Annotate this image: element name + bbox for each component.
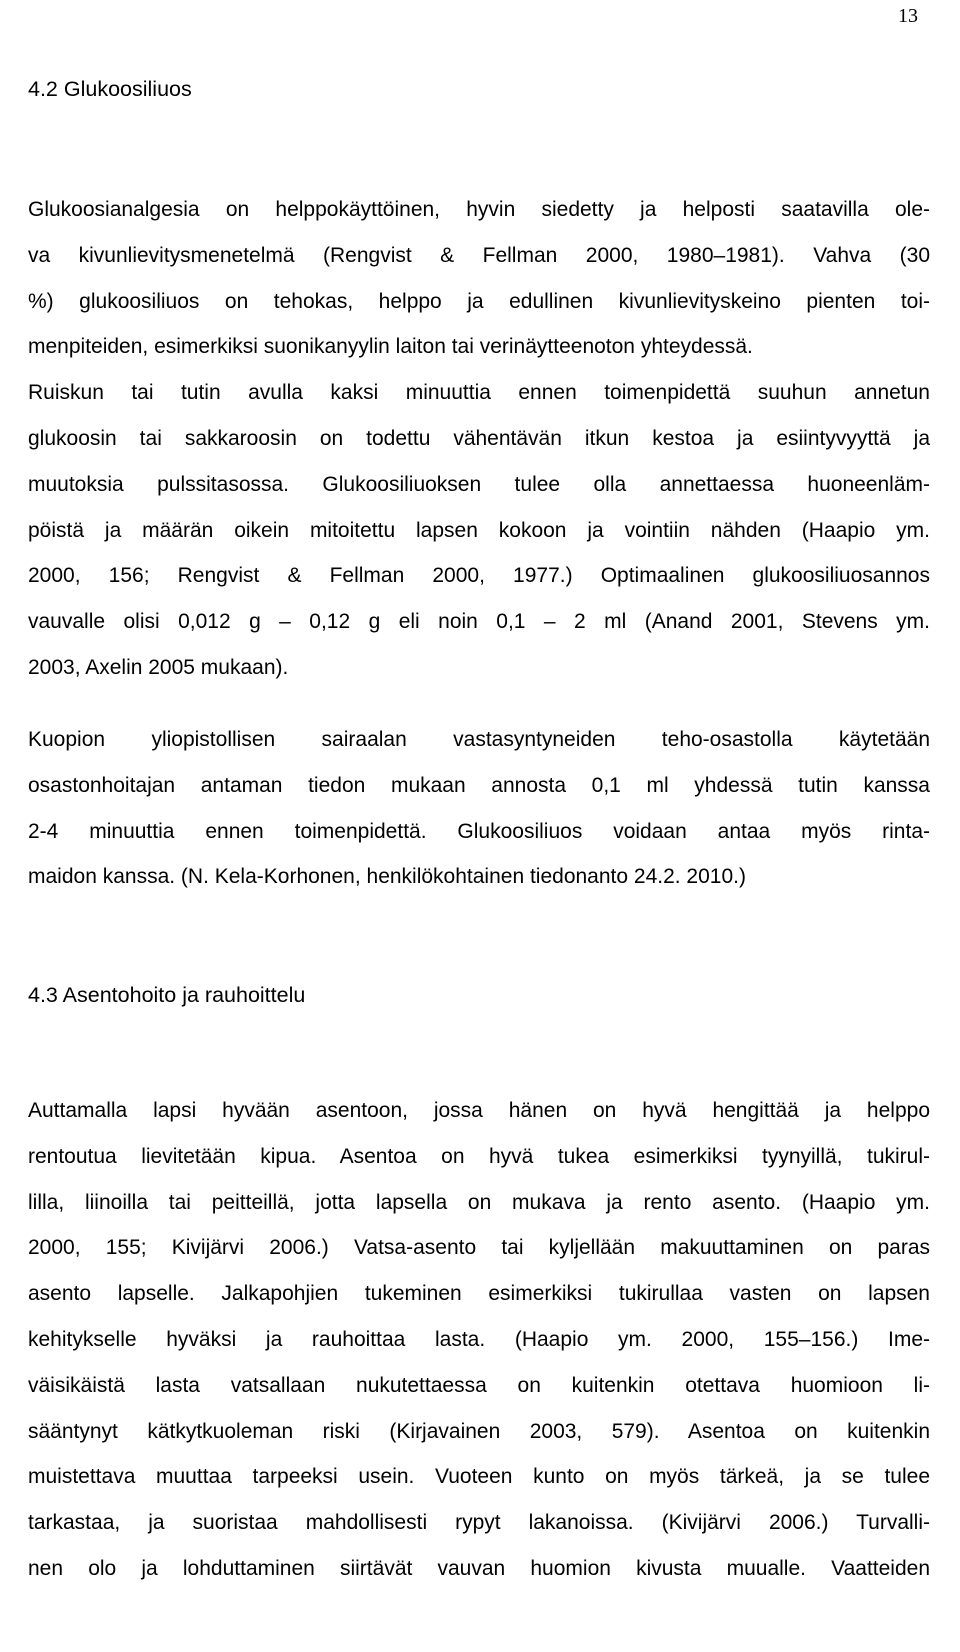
page-number: 13: [898, 5, 918, 27]
paragraph-glukoosianalgesia: [28, 187, 930, 691]
text-line: pöistä ja määrän oikein mitoitettu lapsen kokoon ja vointiin nähden (Haapio ym.: [28, 518, 930, 542]
text-line: 2003, Axelin 2005 mukaan).: [28, 655, 289, 679]
text-line: rentoutua lievitetään kipua. Asentoa on hyvä tukea esimerkiksi tyynyillä, tukirul-: [28, 1144, 930, 1168]
section-heading-4-2: 4.2 Glukoosiliuos: [28, 77, 192, 101]
text-line: vauvalle olisi 0,012 g – 0,12 g eli noin 0,1 – 2 ml (Anand 2001, Stevens ym.: [28, 610, 930, 634]
text-line: maidon kanssa. (N. Kela-Korhonen, henkilökohtainen tiedonanto 24.2. 2010.): [28, 865, 746, 889]
text-line: lilla, liinoilla tai peitteillä, jotta lapsella on mukava ja rento asento. (Haapio ym.: [28, 1190, 930, 1214]
text-line: Kuopion yliopistollisen sairaalan vastasyntyneiden teho-osastolla käytetään: [28, 728, 930, 751]
text-line: osastonhoitajan antaman tiedon mukaan annosta 0,1 ml yhdessä tutin kanssa: [28, 773, 930, 797]
paragraph-asentohoito: [28, 1088, 930, 1592]
text-line: Auttamalla lapsi hyvään asentoon, jossa hänen on hyvä hengittää ja helppo: [28, 1099, 930, 1122]
text-line: va kivunlievitysmenetelmä (Rengvist & Fellman 2000, 1980–1981). Vahva (30: [28, 243, 930, 267]
paragraph-kuopion-sairaala: [28, 717, 930, 900]
text-line: Glukoosianalgesia on helppokäyttöinen, hyvin siedetty ja helposti saatavilla ole-: [28, 198, 930, 221]
text-line: väisikäistä lasta vatsallaan nukutettaessa on kuitenkin otettava huomioon li-: [28, 1373, 930, 1397]
text-line: muutoksia pulssitasossa. Glukoosiliuoksen tulee olla annettaessa huoneenläm-: [28, 472, 930, 496]
text-line: %) glukoosiliuos on tehokas, helppo ja edullinen kivunlievityskeino pienten toi-: [28, 289, 930, 313]
text-line: 2-4 minuuttia ennen toimenpidettä. Glukoosiliuos voidaan antaa myös rinta-: [28, 819, 930, 843]
text-line: Ruiskun tai tutin avulla kaksi minuuttia ennen toimenpidettä suuhun annetun: [28, 381, 930, 405]
text-line: glukoosin tai sakkaroosin on todettu vähentävän itkun kestoa ja esiintyvyyttä ja: [28, 426, 930, 450]
text-line: asento lapselle. Jalkapohjien tukeminen esimerkiksi tukirullaa vasten on lapsen: [28, 1282, 930, 1306]
text-line: kehitykselle hyväksi ja rauhoittaa lasta. (Haapio ym. 2000, 155–156.) Ime-: [28, 1327, 930, 1351]
text-line: muistettava muuttaa tarpeeksi usein. Vuoteen kunto on myös tärkeä, ja se tulee: [28, 1465, 930, 1489]
text-line: 2000, 156; Rengvist & Fellman 2000, 1977.) Optimaalinen glukoosiliuosannos: [28, 564, 930, 588]
text-line: 2000, 155; Kivijärvi 2006.) Vatsa-asento tai kyljellään makuuttaminen on paras: [28, 1236, 930, 1260]
text-line: tarkastaa, ja suoristaa mahdollisesti rypyt lakanoissa. (Kivijärvi 2006.) Turvalli-: [28, 1511, 930, 1535]
section-heading-4-3: 4.3 Asentohoito ja rauhoittelu: [28, 983, 306, 1007]
text-line: nen olo ja lohduttaminen siirtävät vauvan huomion kivusta muualle. Vaatteiden: [28, 1556, 930, 1580]
text-line: menpiteiden, esimerkiksi suonikanyylin laiton tai verinäytteenoton yhteydessä.: [28, 335, 753, 359]
text-line: sääntynyt kätkytkuoleman riski (Kirjavainen 2003, 579). Asentoa on kuitenkin: [28, 1419, 930, 1443]
